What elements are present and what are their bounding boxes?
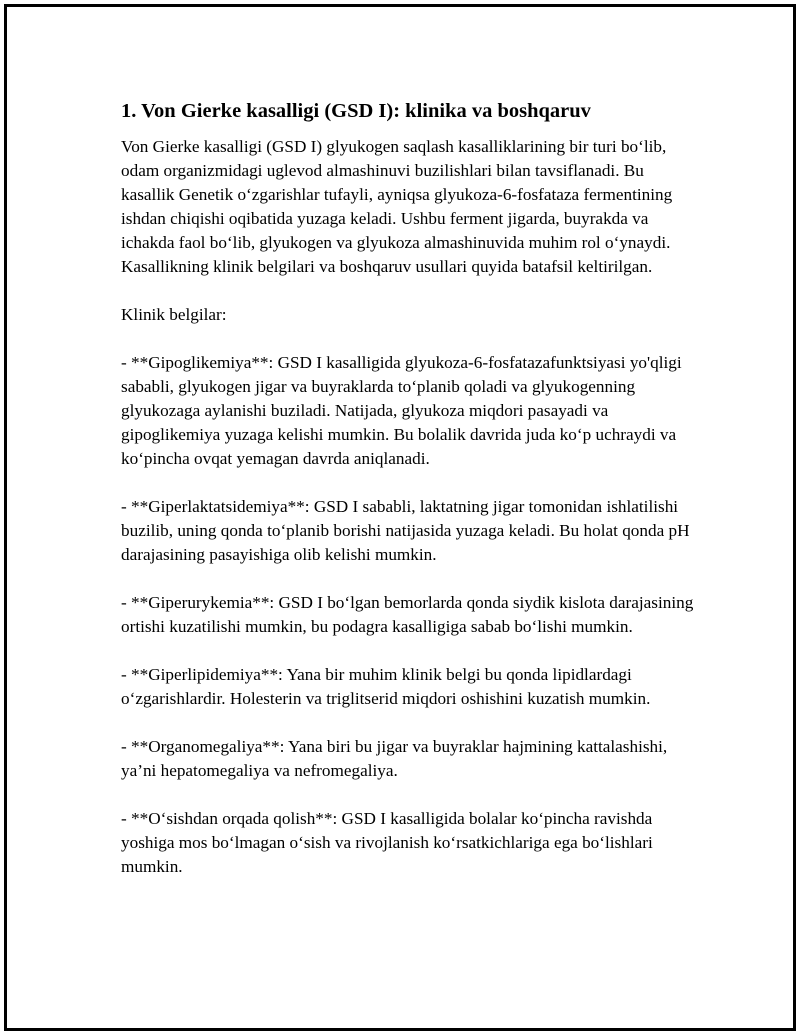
section-heading: Klinik belgilar: (121, 305, 227, 324)
symptom-item-hyperlipidemia: - **Giperlipidemiya**: Yana bir muhim klinik belgi bu qonda lipidlardagi o‘zgarishlardir. Holesterin va triglitserid miqdori oshishini kuzatish mumkin. (121, 665, 651, 708)
symptom-item-hypoglycemia: - **Gipoglikemiya**: GSD I kasalligida glyukoza-6-fosfatazafunktsiyasi yo'qligi sababli, glyukogen jigar va buyraklarda to‘planib qoladi va glyukogenning glyukozaga aylanishi buziladi. Natijada, glyukoza miqdori pasayadi va gipoglikemiya yuzaga kelishi mumkin. Bu bolalik davrida juda ko‘p uchraydi va ko‘pincha ovqat yemagan davrda aniqlanadi. (121, 353, 682, 468)
symptom-item-growth-delay: - **O‘sishdan orqada qolish**: GSD I kasalligida bolalar ko‘pincha ravishda yoshiga mos bo‘lmagan o‘sish va rivojlanish ko‘rsatkichlariga ega bo‘lishlari mumkin. (121, 809, 653, 876)
intro-paragraph: Von Gierke kasalligi (GSD I) glyukogen saqlash kasalliklarining bir turi bo‘lib, odam organizmidagi uglevod almashinuvi buzilishlari bilan tavsiflanadi. Bu kasallik Genetik o‘zgarishlar tufayli, ayniqsa glyukoza-6-fosfataza fermentining ishdan chiqishi oqibatida yuzaga keladi. Ushbu ferment jigarda, buyrakda va ichakda faol bo‘lib, glyukogen va glyukoza almashinuvida muhim rol o‘ynaydi. Kasallikning klinik belgilari va boshqaruv usullari quyida batafsil keltirilgan. (121, 137, 673, 276)
document-title: 1. Von Gierke kasalligi (GSD I): klinika va boshqaruv (121, 100, 591, 122)
document-body (121, 97, 701, 903)
symptom-item-hyperlactatemia: - **Giperlaktatsidemiya**: GSD I sababli, laktatning jigar tomonidan ishlatilishi buzilib, uning qonda to‘planib borishi natijasida yuzaga keladi. Bu holat qonda pH darajasining pasayishiga olib kelishi mumkin. (121, 497, 690, 564)
symptom-item-hyperuricemia: - **Giperurykemia**: GSD I bo‘lgan bemorlarda qonda siydik kislota darajasining ortishi kuzatilishi mumkin, bu podagra kasalligiga sabab bo‘lishi mumkin. (121, 593, 694, 636)
page-frame (4, 4, 796, 1031)
symptom-item-organomegaly: - **Organomegaliya**: Yana biri bu jigar va buyraklar hajmining kattalashishi, ya’ni hepatomegaliya va nefromegaliya. (121, 737, 668, 780)
